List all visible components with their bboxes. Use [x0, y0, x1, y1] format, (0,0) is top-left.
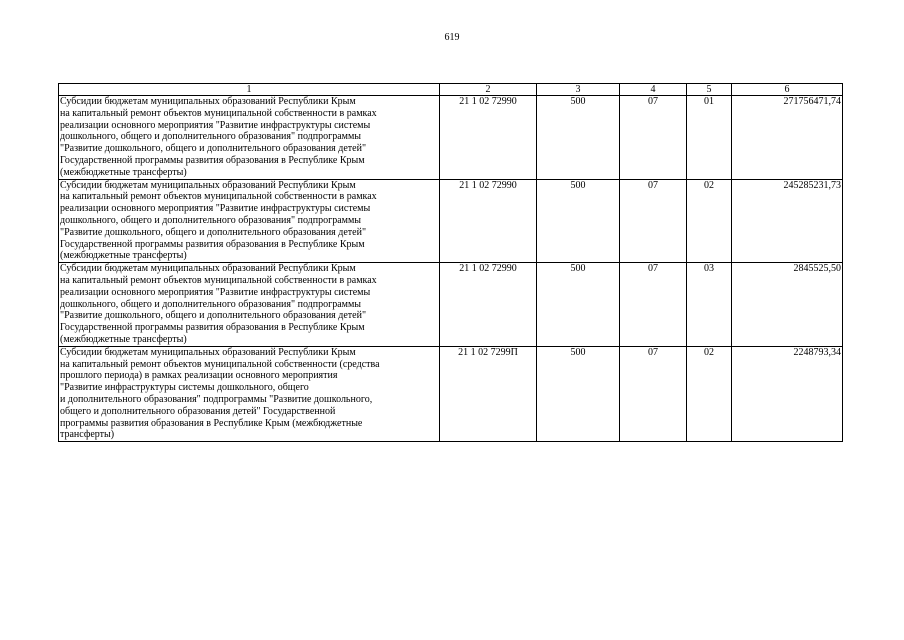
description-line: "Развитие дошкольного, общего и дополнительного образования детей" [60, 226, 367, 238]
row-description [59, 179, 440, 263]
row-section-code: 07 [620, 96, 687, 180]
description-line: (межбюджетные трансферты) [60, 250, 187, 262]
description-line: на капитальный ремонт объектов муниципальной собственности в рамках [60, 191, 377, 203]
table-row [59, 263, 843, 347]
row-subsection-code: 02 [687, 346, 732, 441]
row-subsection-code: 03 [687, 263, 732, 347]
description-line: трансферты) [60, 429, 115, 441]
description-line: на капитальный ремонт объектов муниципальной собственности в рамках [60, 274, 377, 286]
row-subsection-code: 02 [687, 179, 732, 263]
page-number: 619 [444, 32, 460, 43]
row-description [59, 346, 440, 441]
description-line: Субсидии бюджетам муниципальных образований Республики Крым [60, 346, 356, 358]
description-line: "Развитие инфраструктуры системы дошкольного, общего [60, 382, 309, 394]
description-line: реализации основного мероприятия "Развитие инфраструктуры системы [60, 286, 371, 298]
description-line: Государственной программы развития образования в Республике Крым [60, 322, 365, 334]
row-section-code: 07 [620, 179, 687, 263]
description-line: прошлого периода) в рамках реализации основного мероприятия [60, 370, 338, 382]
row-csr-code: 21 1 02 72990 [440, 96, 537, 180]
row-vr-code: 500 [537, 346, 620, 441]
row-vr-code: 500 [537, 263, 620, 347]
header-col-6: 6 [732, 84, 843, 96]
description-line: реализации основного мероприятия "Развитие инфраструктуры системы [60, 119, 371, 131]
table-header-row [59, 84, 843, 96]
description-line: на капитальный ремонт объектов муниципальной собственности (средства [60, 358, 380, 370]
description-line: "Развитие дошкольного, общего и дополнительного образования детей" [60, 143, 367, 155]
description-line: общего и дополнительного образования детей" Государственной [60, 405, 336, 417]
row-section-code: 07 [620, 346, 687, 441]
row-vr-code: 500 [537, 96, 620, 180]
description-line: (межбюджетные трансферты) [60, 333, 187, 345]
description-line: программы развития образования в Республике Крым (межбюджетные [60, 417, 363, 429]
budget-table [58, 83, 843, 442]
row-amount: 245285231,73 [732, 179, 843, 263]
row-description [59, 263, 440, 347]
row-vr-code: 500 [537, 179, 620, 263]
description-line: Субсидии бюджетам муниципальных образований Республики Крым [60, 179, 356, 191]
header-col-1: 1 [59, 84, 440, 96]
table-row [59, 346, 843, 441]
description-line: Субсидии бюджетам муниципальных образований Республики Крым [60, 96, 356, 107]
description-line: дошкольного, общего и дополнительного образования" подпрограммы [60, 298, 362, 310]
description-line: (межбюджетные трансферты) [60, 166, 187, 178]
table-row [59, 96, 843, 180]
row-amount: 2248793,34 [732, 346, 843, 441]
row-csr-code: 21 1 02 7299П [440, 346, 537, 441]
description-line: Субсидии бюджетам муниципальных образований Республики Крым [60, 263, 356, 275]
row-subsection-code: 01 [687, 96, 732, 180]
description-line: Государственной программы развития образования в Республике Крым [60, 154, 365, 166]
description-line: Государственной программы развития образования в Республике Крым [60, 238, 365, 250]
row-section-code: 07 [620, 263, 687, 347]
table-row [59, 179, 843, 263]
header-col-3: 3 [537, 84, 620, 96]
row-amount: 271756471,74 [732, 96, 843, 180]
row-amount: 2845525,50 [732, 263, 843, 347]
row-csr-code: 21 1 02 72990 [440, 263, 537, 347]
header-col-4: 4 [620, 84, 687, 96]
description-line: "Развитие дошкольного, общего и дополнительного образования детей" [60, 310, 367, 322]
description-line: реализации основного мероприятия "Развитие инфраструктуры системы [60, 203, 371, 215]
description-line: на капитальный ремонт объектов муниципальной собственности в рамках [60, 107, 377, 119]
header-col-2: 2 [440, 84, 537, 96]
description-line: дошкольного, общего и дополнительного образования" подпрограммы [60, 131, 362, 143]
row-csr-code: 21 1 02 72990 [440, 179, 537, 263]
header-col-5: 5 [687, 84, 732, 96]
row-description [59, 96, 440, 180]
description-line: дошкольного, общего и дополнительного образования" подпрограммы [60, 214, 362, 226]
description-line: и дополнительного образования" подпрограммы "Развитие дошкольного, [60, 393, 373, 405]
